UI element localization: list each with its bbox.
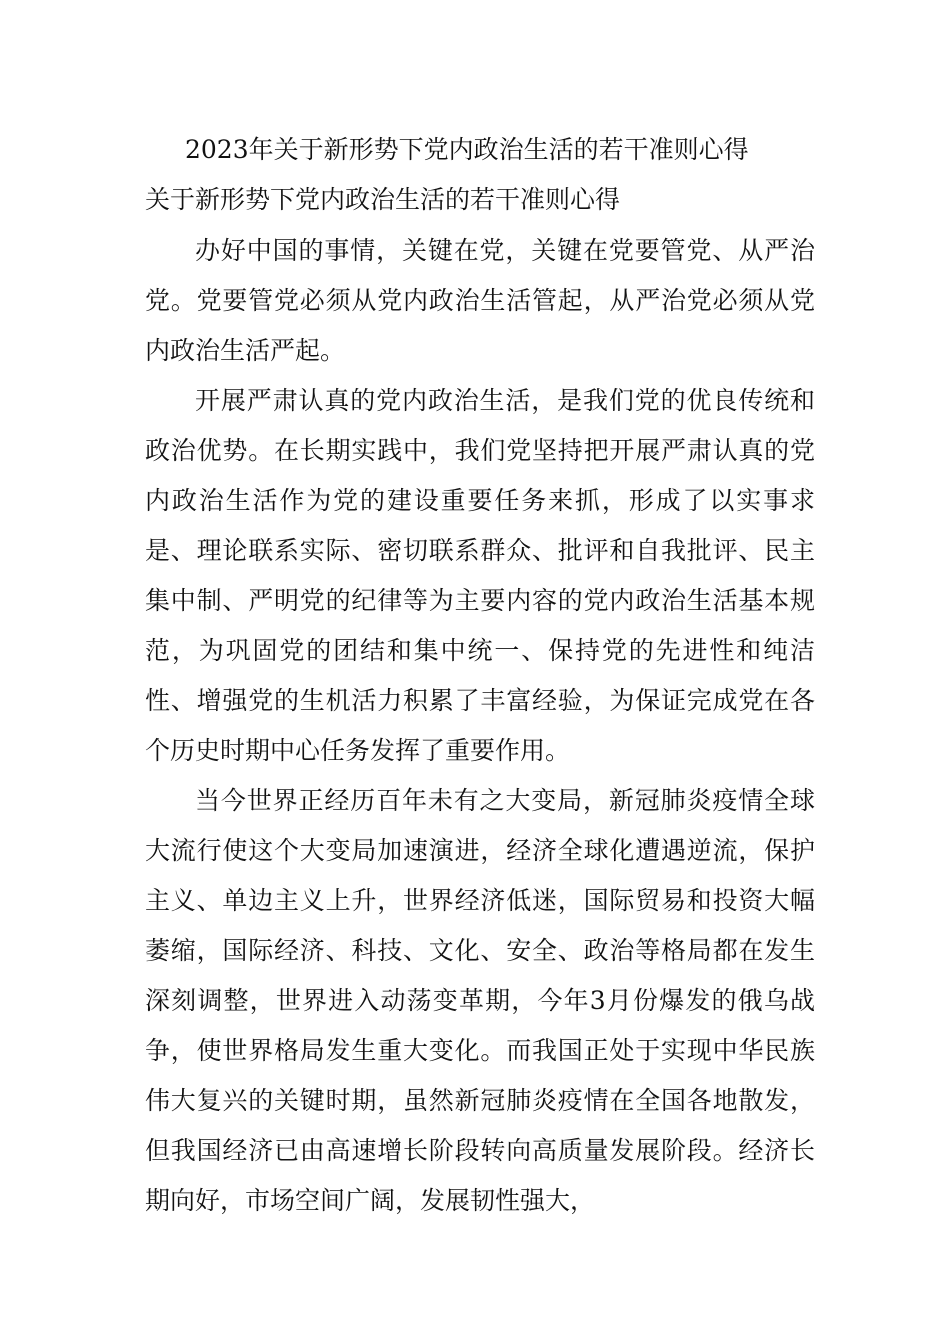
document-body	[145, 226, 815, 1226]
paragraph: 办好中国的事情，关键在党，关键在党要管党、从严治党。党要管党必须从党内政治生活管起，从严治党必须从党内政治生活严起。	[145, 236, 815, 365]
document-subtitle: 关于新形势下党内政治生活的若干准则心得	[145, 185, 621, 214]
document-title: 2023年关于新形势下党内政治生活的若干准则心得	[185, 135, 749, 164]
paragraph: 开展严肃认真的党内政治生活，是我们党的优良传统和政治优势。在长期实践中，我们党坚持把开展严肃认真的党内政治生活作为党的建设重要任务来抓，形成了以实事求是、理论联系实际、密切联系群众、批评和自我批评、民主集中制、严明党的纪律等为主要内容的党内政治生活基本规范，为巩固党的团结和集中统一、保持党的先进性和纯洁性、增强党的生机活力积累了丰富经验，为保证完成党在各个历史时期中心任务发挥了重要作用。	[145, 386, 815, 765]
paragraph: 当今世界正经历百年未有之大变局，新冠肺炎疫情全球大流行使这个大变局加速演进，经济全球化遭遇逆流，保护主义、单边主义上升，世界经济低迷，国际贸易和投资大幅萎缩，国际经济、科技、文化、安全、政治等格局都在发生深刻调整，世界进入动荡变革期，今年3月份爆发的俄乌战争，使世界格局发生重大变化。而我国正处于实现中华民族伟大复兴的关键时期，虽然新冠肺炎疫情在全国各地散发，但我国经济已由高速增长阶段转向高质量发展阶段。经济长期向好，市场空间广阔，发展韧性强大，	[145, 786, 815, 1215]
